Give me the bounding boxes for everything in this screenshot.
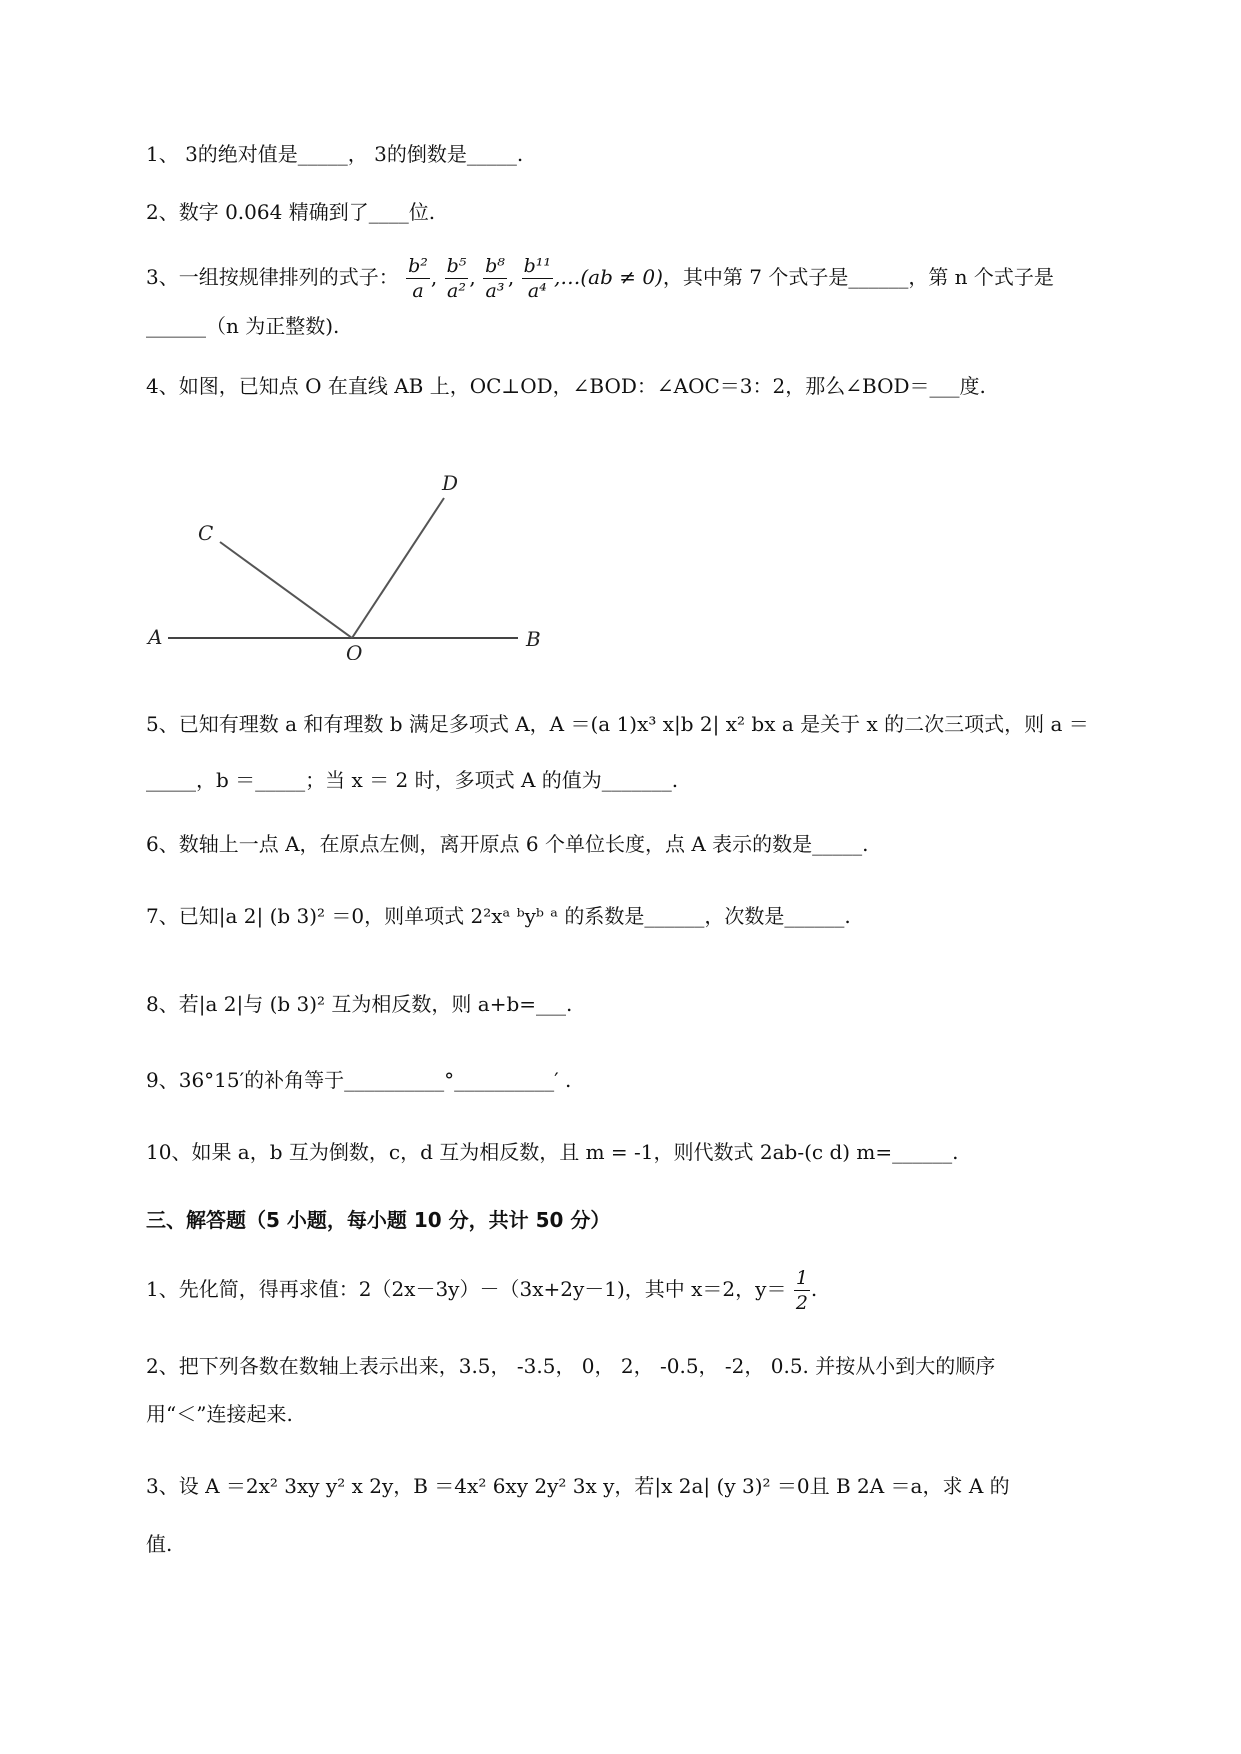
- question-7: 7、已知|a 2| (b 3)² ＝0，则单项式 2²xᵃ ᵇyᵇ ᵃ 的系数是______，次数是______.: [146, 904, 851, 928]
- problem-2-line2: 用“＜”连接起来.: [146, 1402, 293, 1426]
- fraction-3: $\frac{\text{b⁸}}{\text{a³}}$: [485, 255, 505, 302]
- problem-1: [146, 1266, 817, 1315]
- label-o: O: [346, 641, 363, 660]
- sequence-tail: ,…(ab ≠ 0): [554, 265, 663, 289]
- question-2: 2、数字 0.064 精确到了____位.: [146, 200, 436, 224]
- question-10: 10、如果 a，b 互为倒数，c，d 互为相反数，且 m = -1，则代数式 2ab-(c d) m=______.: [146, 1140, 959, 1164]
- question-6: 6、数轴上一点 A，在原点左侧，离开原点 6 个单位长度，点 A 表示的数是_____.: [146, 832, 869, 856]
- question-1: 1、 3的绝对值是_____， 3的倒数是_____.: [146, 142, 524, 166]
- question-3-line2: ______（n 为正整数).: [146, 314, 340, 338]
- label-c: C: [198, 521, 214, 545]
- label-b: B: [526, 627, 541, 651]
- fraction-4: $\frac{\text{b¹¹}}{\text{a⁴}}$: [523, 255, 551, 302]
- label-d: D: [442, 471, 459, 495]
- ray-oc: [220, 542, 352, 638]
- question-3-prefix: 3、一组按规律排列的式子：: [146, 265, 399, 289]
- problem-1-suffix: .: [810, 1277, 818, 1301]
- question-4: 4、如图，已知点 O 在直线 AB 上，OC⊥OD，∠BOD：∠AOC＝3：2，那么∠BOD＝___度.: [146, 374, 986, 398]
- fraction-1: $\frac{\text{b²}}{a}$: [408, 255, 428, 302]
- question-3-after: ，其中第 7 个式子是______，第 n 个式子是: [662, 265, 1054, 289]
- angle-figure: [140, 470, 560, 660]
- section-heading: 三、解答题（5 小题，每小题 10 分，共计 50 分）: [146, 1208, 611, 1232]
- fraction-half: $\frac{1}{2}$: [795, 1267, 808, 1314]
- label-a: A: [148, 625, 163, 649]
- question-3: 3、一组按规律排列的式子： $\frac{\text{b²}}{a}$ , $\frac{\text{b⁵}}{\text{a²}}$ , $\frac{\text{b⁸}}{\text{a³}}$ , $\frac{\text{b¹¹}}{\text{a⁴}}$ ,…(ab ≠ 0)，其中第 7 个式子是______，第 n 个式子是: [146, 255, 1054, 302]
- question-9: 9、36°15′的补角等于__________°__________′ .: [146, 1068, 572, 1092]
- question-5-line1: 5、已知有理数 a 和有理数 b 满足多项式 A，A ＝(a 1)x³ x|b 2| x² bx a 是关于 x 的二次三项式，则 a ＝: [146, 712, 1089, 736]
- fraction-2: $\frac{\text{b⁵}}{\text{a²}}$: [446, 255, 467, 302]
- problem-1-prefix: 1、先化简，得再求值：2（2x－3y）－（3x+2y－1)，其中 x＝2，y＝: [146, 1277, 787, 1301]
- ray-od: [352, 498, 444, 638]
- problem-2-line1: 2、把下列各数在数轴上表示出来，3.5， -3.5， 0， 2， -0.5， -2， 0.5. 并按从小到大的顺序: [146, 1354, 996, 1378]
- problem-3-line1: 3、设 A ＝2x² 3xy y² x 2y，B ＝4x² 6xy 2y² 3x y，若|x 2a| (y 3)² ＝0且 B 2A ＝a，求 A 的: [146, 1474, 1010, 1498]
- problem-3-line2: 值.: [146, 1532, 173, 1556]
- question-8: 8、若|a 2|与 (b 3)² 互为相反数，则 a+b=___.: [146, 992, 573, 1016]
- question-5-line2: _____，b ＝_____；当 x ＝ 2 时，多项式 A 的值为_______.: [146, 768, 679, 792]
